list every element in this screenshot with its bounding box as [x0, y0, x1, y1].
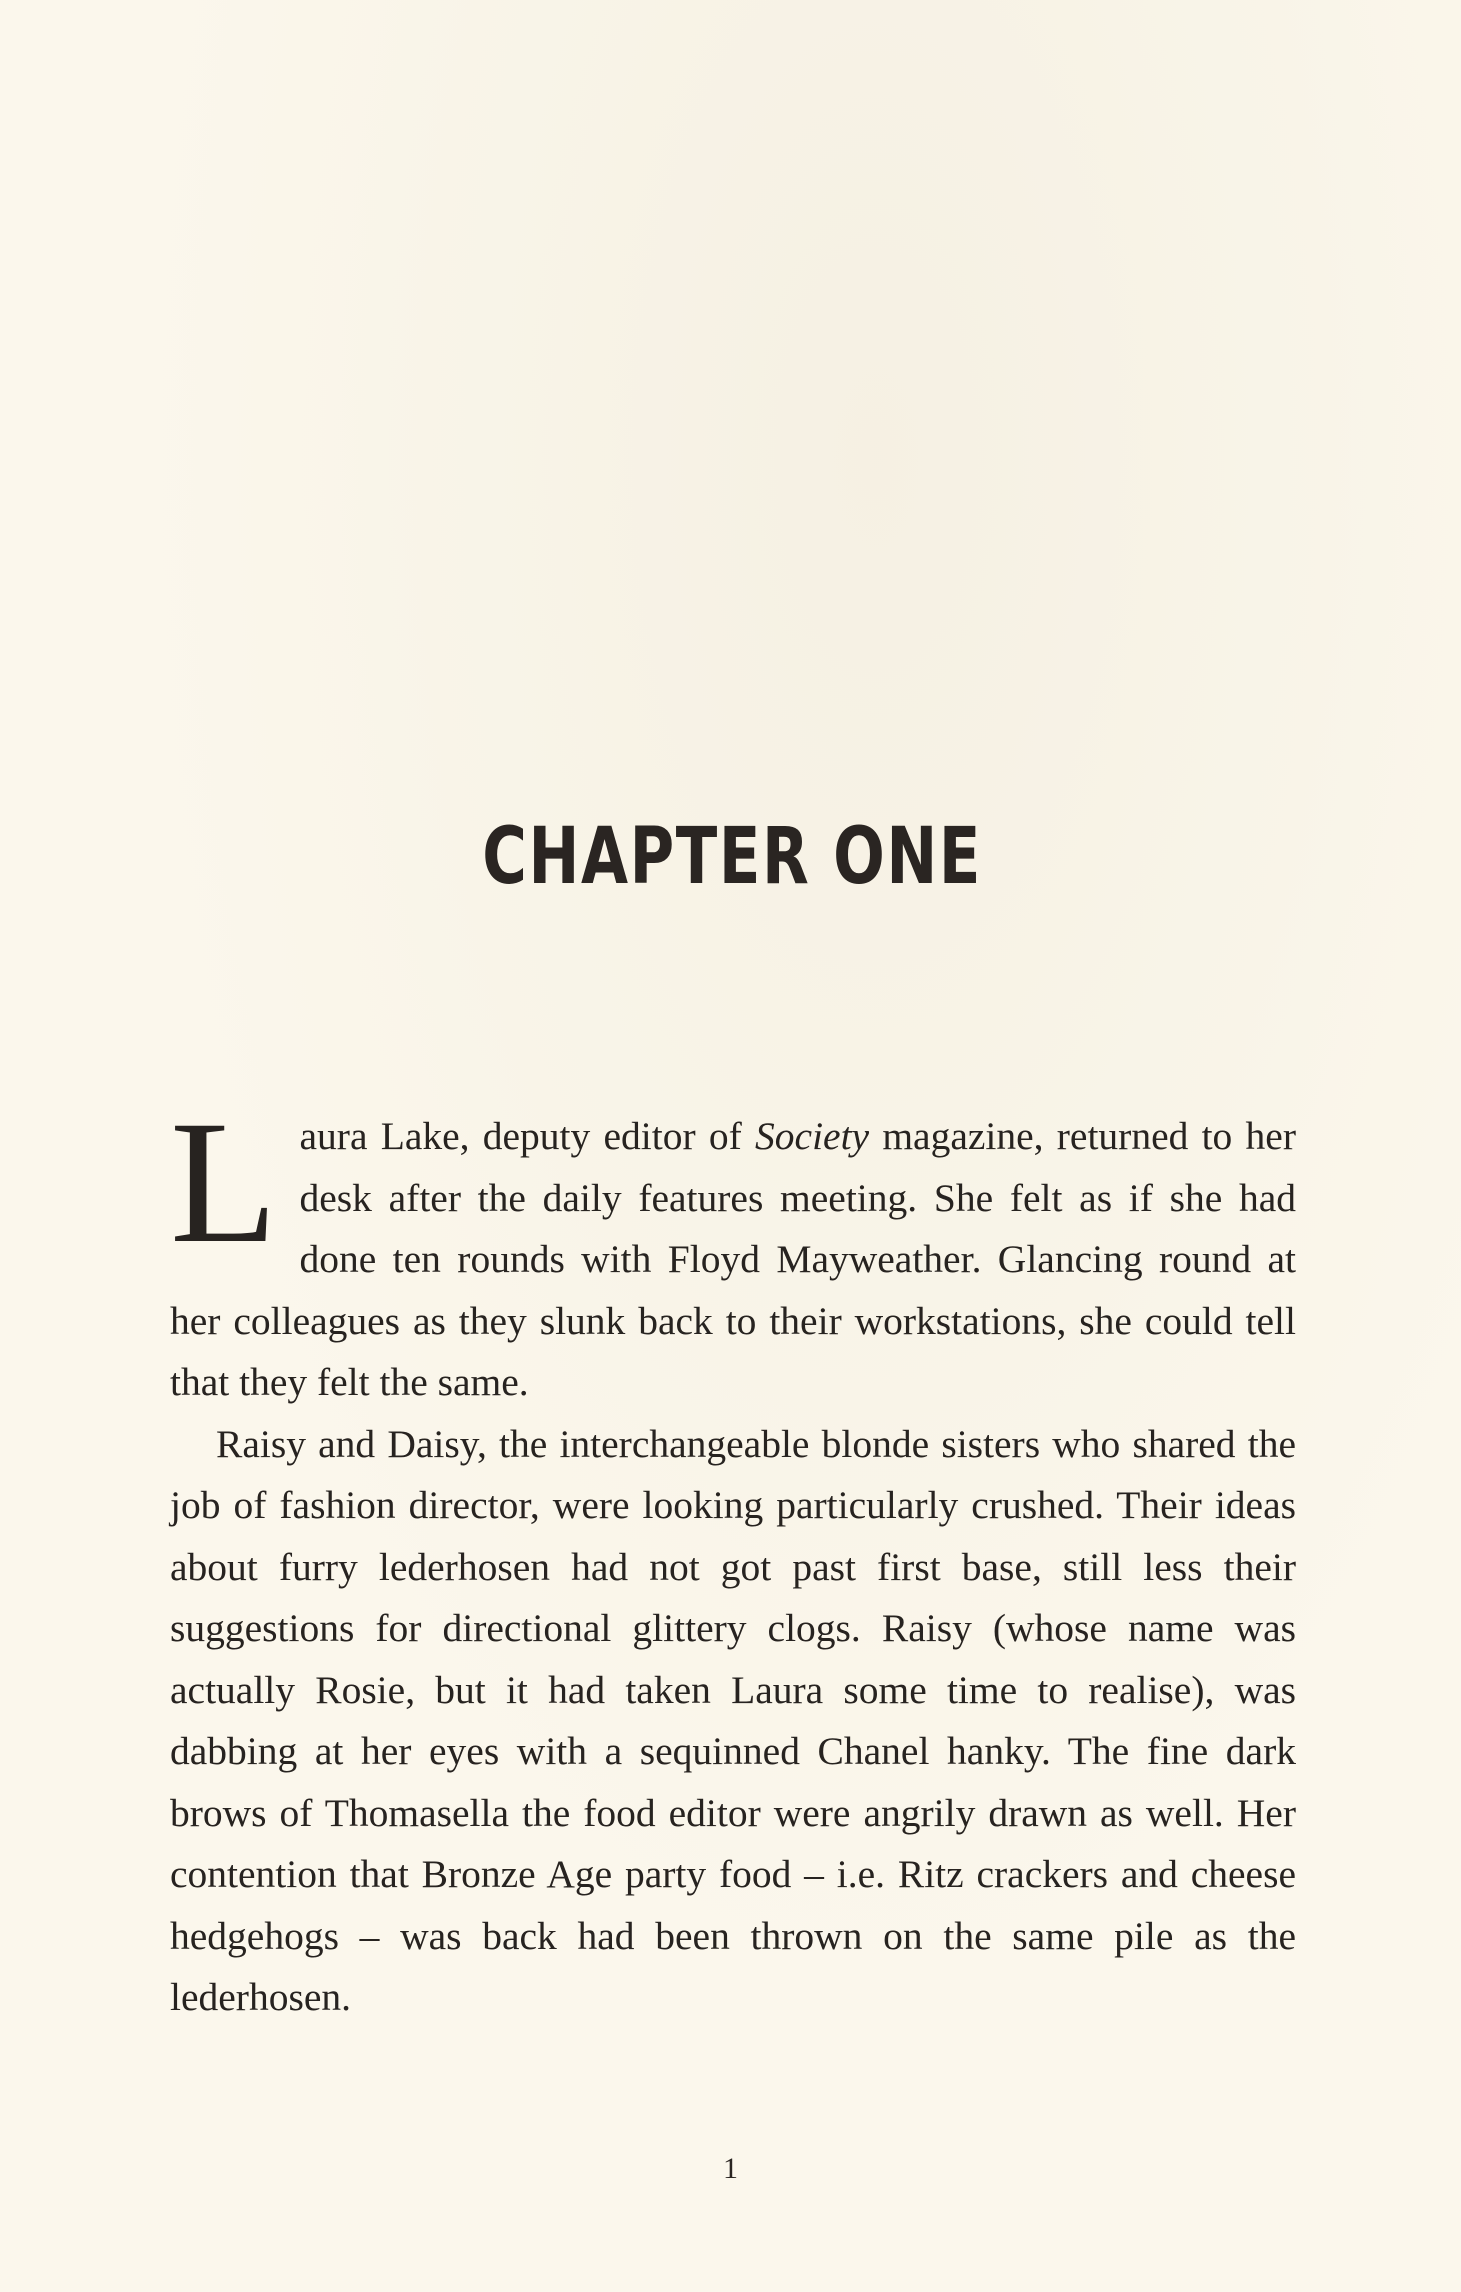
- paragraph-1-text-end: magazine, returned to her desk after the daily features meeting. She felt as if she had done ten rounds with Floyd Mayweather. Glancing round at her colleagues as they slunk back to their workstations, she could tell that they felt the same.: [170, 1114, 1296, 1404]
- chapter-body: [170, 1085, 1296, 2029]
- paragraph-1-text-start: aura Lake, deputy editor of: [299, 1114, 756, 1158]
- paragraph-2: Raisy and Daisy, the interchangeable blonde sisters who shared the job of fashion director, were looking particularly crushed. Their ideas about furry lederhosen had not got past first base, still less their suggestions for directional glittery clogs. Raisy (whose name was actually Rosie, but it had taken Laura some time to realise), was dabbing at her eyes with a sequinned Chanel hanky. The fine dark brows of Thomasella the food editor were angrily drawn as well. Her contention that Bronze Age party food – i.e. Ritz crackers and cheese hedgehogs – was back had been thrown on the same pile as the lederhosen.: [170, 1421, 1296, 2019]
- chapter-title: CHAPTER ONE: [482, 812, 982, 902]
- magazine-name: Society: [755, 1114, 870, 1158]
- page-number: 1: [723, 2152, 738, 2185]
- paragraph-1: [170, 1085, 1296, 1414]
- drop-cap: L: [170, 1085, 278, 1280]
